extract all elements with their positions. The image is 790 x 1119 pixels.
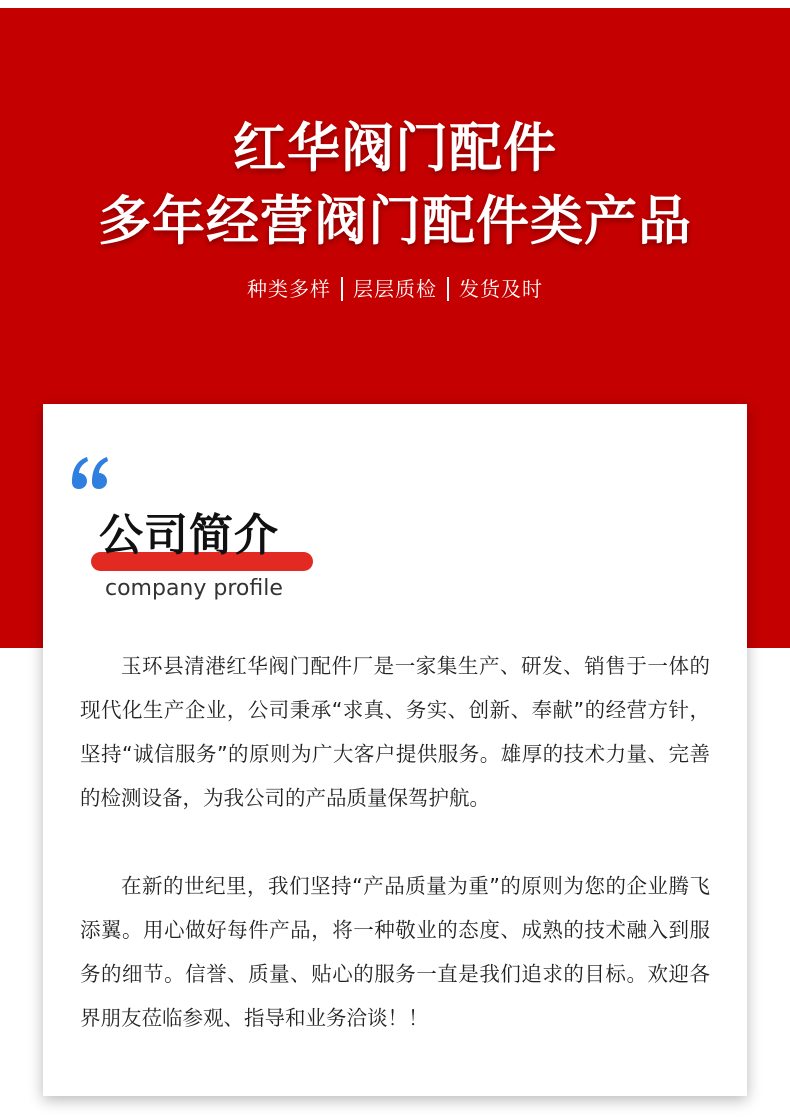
tag-separator [341, 277, 343, 301]
tag-variety: 种类多样 [247, 277, 331, 301]
profile-heading: 公司简介 [99, 510, 279, 561]
banner-title-line-2: 多年经营阀门配件类产品 [98, 191, 692, 252]
banner-title-line-1: 红华阀门配件 [233, 118, 557, 179]
profile-heading-block [91, 504, 321, 614]
profile-paragraph-1: 玉环县清港红华阀门配件厂是一家集生产、研发、销售于一体的现代化生产企业，公司秉承“求真、务实、创新、奉献”的经营方针，坚持“诚信服务”的原则为广大客户提供服务。雄厚的技术力量、完善的检测设备，为我公司的产品质量保驾护航。 [80, 654, 710, 810]
tag-fast-shipping: 发货及时 [459, 277, 543, 301]
tag-separator [447, 277, 449, 301]
company-profile-card [43, 404, 747, 1096]
tag-quality-check: 层层质检 [353, 277, 437, 301]
top-white-strip [0, 0, 790, 8]
profile-subheading: company profile [105, 576, 283, 601]
banner-tagline [0, 274, 790, 304]
profile-paragraph-2: 在新的世纪里，我们坚持“产品质量为重”的原则为您的企业腾飞添翼。用心做好每件产品，将一种敬业的态度、成熟的技术融入到服务的细节。信誉、质量、贴心的服务一直是我们追求的目标。欢迎各界朋友莅临参观、指导和业务洽谈！！ [80, 874, 710, 1030]
quote-icon [69, 448, 111, 496]
